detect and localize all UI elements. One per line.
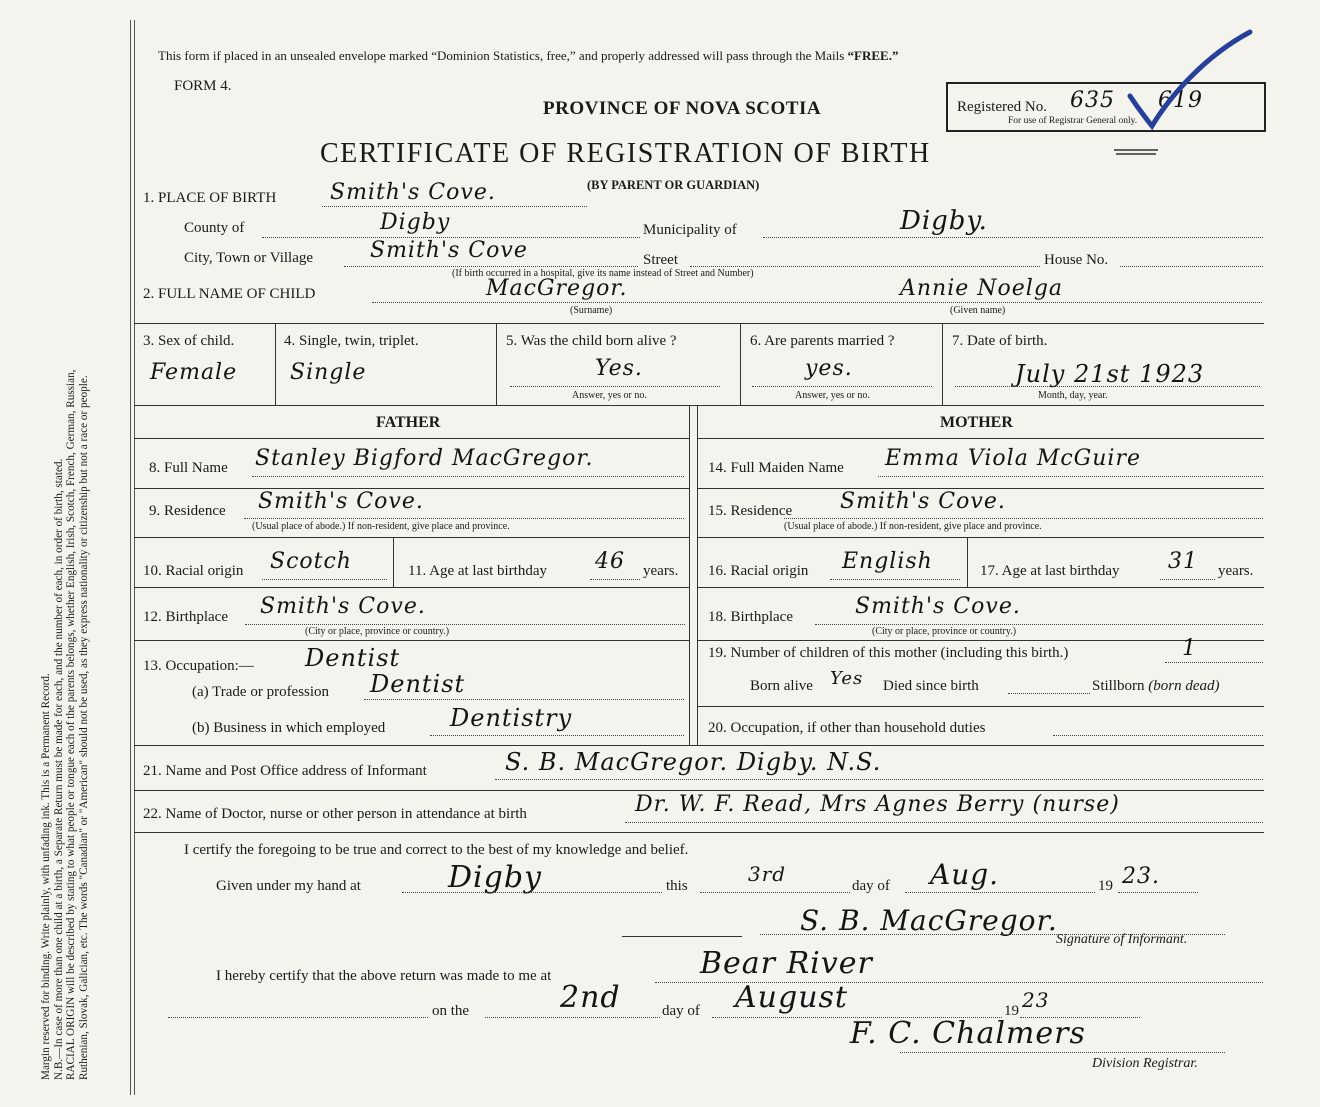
born-alive-caption: Answer, yes or no.: [572, 390, 647, 401]
row-rule: [697, 438, 1264, 439]
married-line: [752, 386, 932, 387]
certificate-subtitle: (BY PARENT OR GUARDIAN): [587, 178, 760, 192]
registrar-signature-line: [900, 1052, 1225, 1053]
street-label: Street: [643, 252, 678, 268]
mother-name-label: 14. Full Maiden Name: [708, 460, 844, 476]
margin-instructions: [40, 40, 130, 1080]
given-month-value: Aug.: [930, 858, 1000, 891]
province-title: PROVINCE OF NOVA SCOTIA: [543, 98, 822, 119]
given-month-line: [905, 892, 1095, 893]
mother-racial-label: 16. Racial origin: [708, 563, 809, 579]
father-heading: FATHER: [376, 414, 441, 431]
died-line: [1008, 693, 1090, 694]
born-alive-label: 5. Was the child born alive ?: [506, 333, 677, 349]
street-line: [690, 266, 1040, 267]
registrar-day-of-label: day of: [662, 1003, 700, 1019]
father-residence-value: Smith's Cove.: [258, 489, 424, 514]
row-rule: [134, 640, 689, 641]
county-value: Digby: [380, 210, 451, 235]
mail-notice-text: This form if placed in an unsealed envelope marked “Dominion Statistics, free,” and properly addressed will pass through the Mails: [158, 48, 848, 63]
business-value: Dentistry: [450, 704, 573, 732]
died-label: Died since birth: [883, 678, 979, 694]
column-divider: [496, 323, 497, 405]
registrar-day-value: 2nd: [560, 980, 621, 1015]
given-label: Given under my hand at: [216, 878, 361, 894]
row-rule: [697, 537, 1264, 538]
mail-notice-free: “FREE.”: [847, 48, 899, 63]
registered-label: Registered No.: [957, 99, 1047, 115]
registered-alt-number: 619: [1158, 88, 1203, 113]
row-rule: [697, 587, 1264, 588]
center-divider: [697, 405, 698, 745]
age-divider: [393, 537, 394, 587]
informant-signature: S. B. MacGregor.: [800, 904, 1058, 937]
trade-line: [364, 699, 684, 700]
mother-residence-label: 15. Residence: [708, 503, 793, 519]
father-name-value: Stanley Bigford MacGregor.: [255, 446, 594, 471]
margin-line: RACIAL ORIGIN will be described by stating to what people or tongue each of the parents belongs, whether English, Irish, Scotch, French, German, Russian,: [65, 369, 78, 1080]
informant-line: [495, 779, 1263, 780]
column-divider: [275, 323, 276, 405]
place-of-birth-value: Smith's Cove.: [330, 180, 496, 205]
signature-lead-line: [622, 936, 742, 937]
house-label: House No.: [1044, 252, 1109, 268]
business-line: [430, 735, 684, 736]
father-birthplace-line: [245, 624, 685, 625]
date-line: [955, 386, 1260, 387]
business-label: (b) Business in which employed: [192, 720, 386, 736]
mother-heading: MOTHER: [940, 414, 1013, 431]
father-birthplace-label: 12. Birthplace: [143, 609, 228, 625]
municipality-label: Municipality of: [643, 222, 737, 238]
born-alive-value: Yes.: [595, 356, 643, 381]
registrar-statement: I hereby certify that the above return was made to me at: [216, 968, 552, 984]
mail-notice: [158, 48, 898, 64]
given-year-line: [1118, 892, 1198, 893]
registrar-note: For use of Registrar General only.: [1008, 116, 1138, 126]
father-name-line: [252, 476, 684, 477]
registered-number: 635: [1070, 88, 1115, 113]
margin-line: Ruthenian, Slovak, Galician, etc. The words "Canadian" or "American" should not be used, as they express nationality or citizenship but not a race or people.: [77, 375, 90, 1080]
doctor-label: 22. Name of Doctor, nurse or other person in attendance at birth: [143, 806, 527, 822]
given-caption: (Given name): [950, 305, 1006, 316]
mother-age-label: 17. Age at last birthday: [980, 563, 1120, 579]
county-label: County of: [184, 220, 245, 236]
certificate-title: CERTIFICATE OF REGISTRATION OF BIRTH: [320, 138, 931, 169]
born-alive-count-label: Born alive: [750, 678, 813, 694]
margin-line: N.B.—In case of more than one child at a birth, a Separate Return must be made for each, and the number of each, in order of birth, stated.: [52, 458, 65, 1080]
municipality-value: Digby.: [900, 206, 988, 236]
children-count-label: 19. Number of children of this mother (including this birth.): [708, 645, 1069, 661]
registrar-month-value: August: [735, 980, 848, 1015]
father-racial-line: [262, 579, 387, 580]
margin-border: [130, 20, 131, 1095]
section-rule: [134, 405, 1264, 406]
age-divider: [967, 537, 968, 587]
child-given-value: Annie Noelga: [900, 276, 1064, 301]
stillborn-note: (born dead): [1148, 678, 1220, 694]
row-rule: [134, 587, 689, 588]
mother-birthplace-label: 18. Birthplace: [708, 609, 793, 625]
mother-occupation-line: [1053, 735, 1263, 736]
informant-label: 21. Name and Post Office address of Informant: [143, 763, 427, 779]
father-age-label: 11. Age at last birthday: [408, 563, 547, 579]
registrar-caption: Division Registrar.: [1092, 1056, 1198, 1071]
struck-number: [1112, 140, 1162, 160]
sex-value: Female: [150, 360, 238, 385]
mother-birthplace-line: [815, 624, 1263, 625]
column-divider: [942, 323, 943, 405]
child-surname-value: MacGregor.: [486, 276, 628, 301]
registrar-check-mark: [1110, 26, 1260, 136]
row-rule: [697, 640, 1264, 641]
father-years-label: years.: [643, 563, 679, 579]
row-rule: [134, 790, 1264, 791]
father-name-label: 8. Full Name: [149, 460, 228, 476]
mother-residence-line: [784, 518, 1263, 519]
married-label: 6. Are parents married ?: [750, 333, 895, 349]
stillborn-label: [1092, 678, 1220, 695]
child-name-label: 2. FULL NAME OF CHILD: [143, 286, 316, 302]
stillborn-text: Stillborn: [1092, 678, 1145, 694]
city-value: Smith's Cove: [370, 238, 528, 263]
date-caption: Month, day, year.: [1038, 390, 1108, 401]
registrar-place-value: Bear River: [700, 946, 873, 981]
section-rule: [134, 323, 1264, 324]
father-residence-line: [244, 518, 684, 519]
father-age-value: 46: [595, 549, 625, 574]
given-place-line: [402, 892, 662, 893]
certify-statement: I certify the foregoing to be true and correct to the best of my knowledge and belief.: [184, 842, 689, 858]
municipality-line: [763, 237, 1263, 238]
child-name-line: [372, 302, 1262, 303]
center-divider: [689, 405, 690, 745]
father-birthplace-value: Smith's Cove.: [260, 594, 426, 619]
sex-label: 3. Sex of child.: [143, 333, 235, 349]
day-of-label: day of: [852, 878, 890, 894]
form-number: FORM 4.: [174, 78, 232, 94]
margin-line: Margin reserved for binding. Write plainly, with unfading ink. This is a Permanent Record.: [40, 673, 52, 1080]
row-rule: [134, 438, 689, 439]
registrar-day-line: [485, 1017, 660, 1018]
this-label: this: [666, 878, 688, 894]
children-count-value: 1: [1182, 636, 1197, 661]
children-count-line: [1165, 662, 1263, 663]
married-value: yes.: [805, 356, 853, 381]
row-rule: [697, 706, 1264, 707]
doctor-line: [625, 822, 1263, 823]
given-place-value: Digby: [448, 860, 543, 895]
margin-border: [134, 20, 135, 1095]
mother-age-line: [1160, 579, 1215, 580]
born-alive-line: [510, 386, 720, 387]
given-day-line: [700, 892, 850, 893]
mother-abode-caption: (Usual place of abode.) If non-resident, give place and province.: [784, 521, 1042, 532]
registrar-year-prefix: 19: [1004, 1003, 1019, 1019]
registrar-year-value: 23: [1022, 988, 1050, 1012]
trade-label: (a) Trade or profession: [192, 684, 330, 700]
mother-city-caption: (City or place, province or country.): [872, 626, 1017, 637]
doctor-value: Dr. W. F. Read, Mrs Agnes Berry (nurse): [635, 792, 1120, 817]
mother-age-value: 31: [1168, 549, 1198, 574]
mother-birthplace-value: Smith's Cove.: [855, 594, 1021, 619]
father-occupation-label: 13. Occupation:—: [143, 658, 254, 674]
date-of-birth-value: July 21st 1923: [1015, 360, 1205, 388]
mother-name-value: Emma Viola McGuire: [885, 446, 1141, 471]
place-of-birth-label: 1. PLACE OF BIRTH: [143, 190, 277, 206]
mother-years-label: years.: [1218, 563, 1254, 579]
single-label: 4. Single, twin, triplet.: [284, 333, 419, 349]
married-caption: Answer, yes or no.: [795, 390, 870, 401]
row-rule: [134, 745, 1264, 746]
father-racial-value: Scotch: [270, 549, 352, 574]
row-rule: [134, 832, 1264, 833]
city-line: [344, 266, 638, 267]
registrar-pre-line: [168, 1017, 428, 1018]
given-year-value: 23.: [1122, 864, 1160, 889]
mother-name-line: [878, 476, 1263, 477]
on-the-label: on the: [432, 1003, 470, 1019]
father-abode-caption: (Usual place of abode.) If non-resident, give place and province.: [252, 521, 510, 532]
hospital-note: (If birth occurred in a hospital, give its name instead of Street and Number): [452, 268, 754, 279]
single-value: Single: [290, 360, 367, 385]
house-line: [1120, 266, 1263, 267]
father-residence-label: 9. Residence: [149, 503, 226, 519]
trade-value: Dentist: [370, 670, 466, 698]
signature-caption: Signature of Informant.: [1056, 932, 1188, 947]
row-rule: [134, 537, 689, 538]
informant-value: S. B. MacGregor. Digby. N.S.: [505, 748, 882, 776]
year-prefix: 19: [1098, 878, 1113, 894]
father-city-caption: (City or place, province or country.): [305, 626, 450, 637]
mother-racial-value: English: [842, 549, 933, 574]
place-of-birth-line: [322, 206, 587, 207]
city-label: City, Town or Village: [184, 250, 314, 266]
surname-caption: (Surname): [570, 305, 613, 316]
father-age-line: [590, 579, 640, 580]
mother-occupation-label: 20. Occupation, if other than household duties: [708, 720, 986, 736]
mother-residence-value: Smith's Cove.: [840, 489, 1006, 514]
born-alive-count-value: Yes: [830, 668, 864, 689]
given-day-value: 3rd: [748, 862, 787, 886]
date-of-birth-label: 7. Date of birth.: [952, 333, 1048, 349]
registrar-signature: F. C. Chalmers: [850, 1016, 1086, 1051]
column-divider: [740, 323, 741, 405]
mother-racial-line: [830, 579, 960, 580]
father-racial-label: 10. Racial origin: [143, 563, 244, 579]
father-occupation-value: Dentist: [305, 644, 401, 672]
